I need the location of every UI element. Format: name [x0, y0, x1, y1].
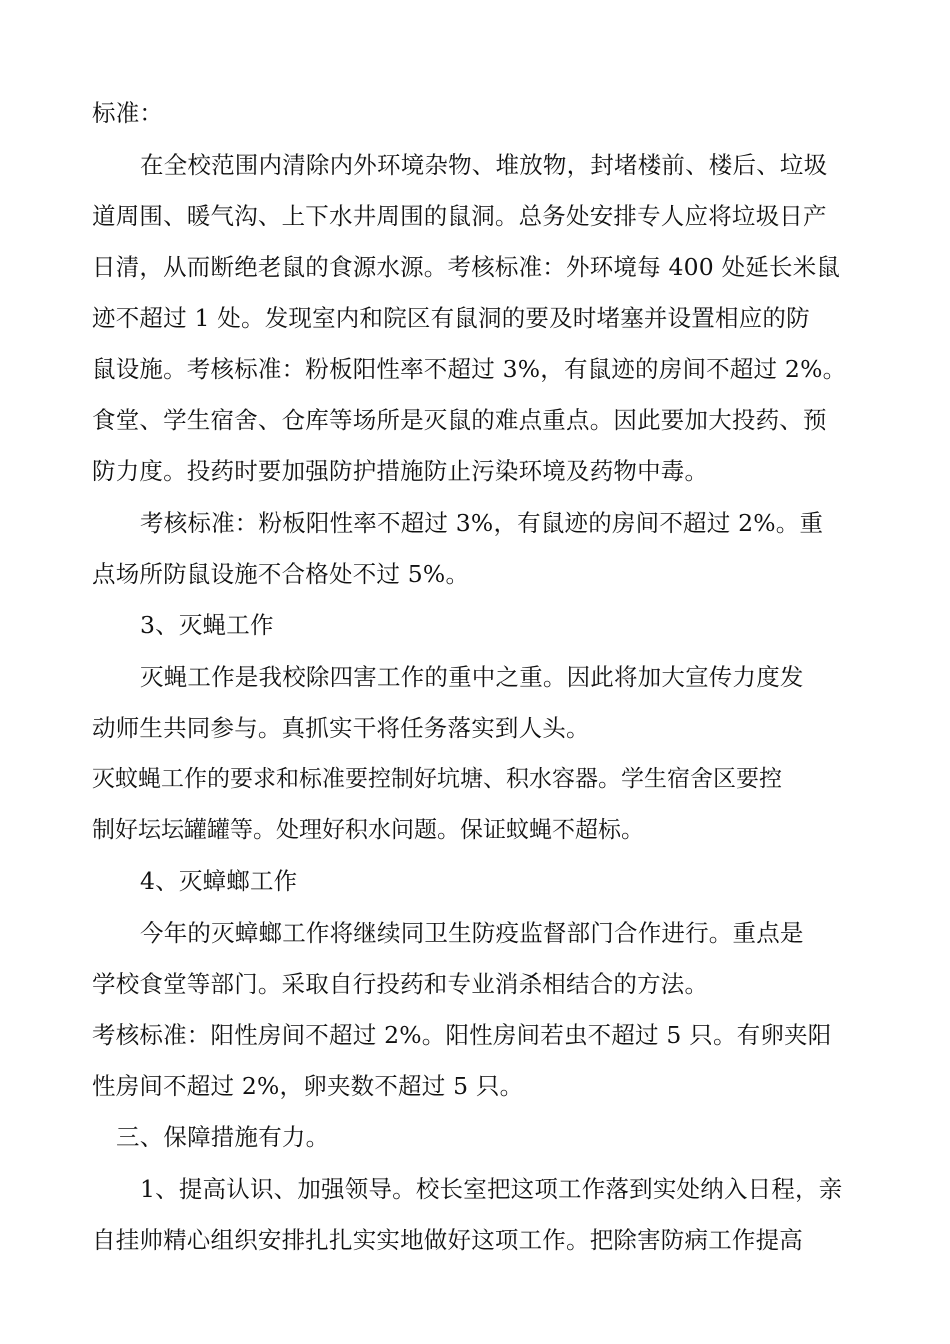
text-line: 考核标准：粉板阳性率不超过 3%，有鼠迹的房间不超过 2%。重	[140, 509, 824, 537]
text-line: 在全校范围内清除内外环境杂物、堆放物，封堵楼前、楼后、垃圾	[140, 151, 828, 179]
text-line-standard-label: 标准：	[92, 99, 164, 127]
text-line: 迹不超过 1 处。发现室内和院区有鼠洞的要及时堵塞并设置相应的防	[92, 304, 810, 332]
text-line: 考核标准：阳性房间不超过 2%。阳性房间若虫不超过 5 只。有卵夹阳	[92, 1021, 832, 1049]
text-line: 日清，从而断绝老鼠的食源水源。考核标准：外环境每 400 处延长米鼠	[92, 253, 841, 281]
text-line: 学校食堂等部门。采取自行投药和专业消杀相结合的方法。	[92, 970, 709, 998]
text-line: 制好坛坛罐罐等。处理好积水问题。保证蚊蝇不超标。	[92, 817, 644, 843]
text-line: 自挂帅精心组织安排扎扎实实地做好这项工作。把除害防病工作提高	[92, 1226, 803, 1254]
text-line: 今年的灭蟑螂工作将继续同卫生防疫监督部门合作进行。重点是	[140, 919, 804, 947]
text-line: 灭蚊蝇工作的要求和标准要控制好坑塘、积水容器。学生宿舍区要控	[92, 766, 782, 792]
section-heading-fly-control: 3、灭蝇工作	[140, 611, 274, 639]
text-line: 灭蝇工作是我校除四害工作的重中之重。因此将加大宣传力度发	[140, 663, 804, 691]
text-line: 鼠设施。考核标准：粉板阳性率不超过 3%，有鼠迹的房间不超过 2%。	[92, 355, 847, 383]
text-line: 防力度。投药时要加强防护措施防止污染环境及药物中毒。	[92, 457, 709, 485]
text-line: 动师生共同参与。真抓实干将任务落实到人头。	[92, 714, 590, 742]
text-line: 1、提高认识、加强领导。校长室把这项工作落到实处纳入日程，亲	[140, 1175, 843, 1203]
text-line: 道周围、暖气沟、上下水井周围的鼠洞。总务处安排专人应将垃圾日产	[92, 202, 827, 230]
text-line: 食堂、学生宿舍、仓库等场所是灭鼠的难点重点。因此要加大投药、预	[92, 406, 827, 434]
section-heading-safeguards: 三、保障措施有力。	[116, 1123, 330, 1151]
text-line: 性房间不超过 2%，卵夹数不超过 5 只。	[92, 1072, 524, 1100]
text-line: 点场所防鼠设施不合格处不过 5%。	[92, 560, 470, 588]
section-heading-cockroach-control: 4、灭蟑螂工作	[140, 867, 298, 895]
